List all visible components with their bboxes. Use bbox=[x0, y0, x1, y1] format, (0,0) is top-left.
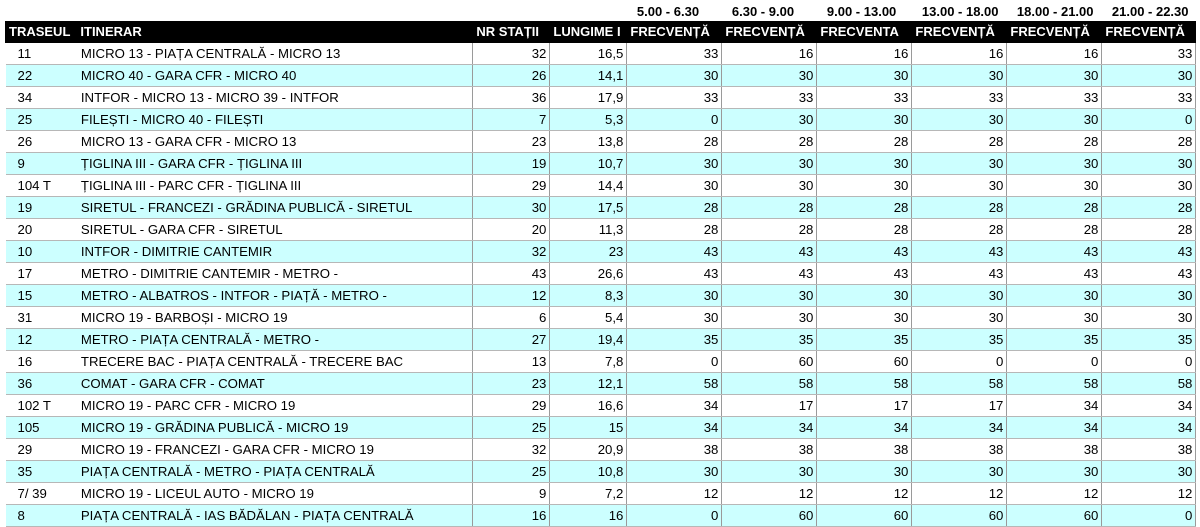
route-number-cell: 22 bbox=[6, 65, 74, 87]
time-range-cell: 9.00 - 13.00 bbox=[826, 4, 897, 19]
frequency-cell: 30 bbox=[1007, 109, 1102, 131]
stops-cell: 27 bbox=[473, 329, 550, 351]
frequency-cell: 30 bbox=[627, 65, 722, 87]
length-cell: 13,8 bbox=[550, 131, 627, 153]
length-cell: 16 bbox=[550, 505, 627, 527]
itinerary-cell: MICRO 19 - FRANCEZI - GARA CFR - MICRO 19 bbox=[74, 439, 473, 461]
route-number-cell: 17 bbox=[6, 263, 74, 285]
frequency-cell: 28 bbox=[1102, 131, 1196, 153]
table-row[interactable] bbox=[6, 395, 1196, 417]
frequency-cell: 16 bbox=[722, 43, 817, 65]
frequency-cell: 30 bbox=[1102, 285, 1196, 307]
frequency-cell: 12 bbox=[627, 483, 722, 505]
route-number-cell: 19 bbox=[6, 197, 74, 219]
frequency-cell: 28 bbox=[1102, 197, 1196, 219]
table-row[interactable] bbox=[6, 197, 1196, 219]
column-header-stops[interactable]: NR STAȚII bbox=[473, 22, 550, 43]
length-cell: 23 bbox=[550, 241, 627, 263]
route-number-cell: 10 bbox=[6, 241, 74, 263]
stops-cell: 12 bbox=[473, 285, 550, 307]
frequency-cell: 58 bbox=[912, 373, 1007, 395]
frequency-cell: 34 bbox=[817, 417, 912, 439]
time-range-cell: 13.00 - 18.00 bbox=[921, 4, 999, 19]
frequency-cell: 30 bbox=[627, 153, 722, 175]
frequency-cell: 30 bbox=[722, 175, 817, 197]
schedule-sheet bbox=[5, 3, 1196, 527]
route-number-cell: 102 T bbox=[6, 395, 74, 417]
frequency-cell: 30 bbox=[1007, 461, 1102, 483]
route-number-cell: 12 bbox=[6, 329, 74, 351]
frequency-cell: 38 bbox=[912, 439, 1007, 461]
itinerary-cell: SIRETUL - GARA CFR - SIRETUL bbox=[74, 219, 473, 241]
frequency-cell: 33 bbox=[627, 87, 722, 109]
frequency-cell: 38 bbox=[1007, 439, 1102, 461]
frequency-cell: 38 bbox=[627, 439, 722, 461]
stops-cell: 23 bbox=[473, 373, 550, 395]
stops-cell: 30 bbox=[473, 197, 550, 219]
frequency-cell: 60 bbox=[912, 505, 1007, 527]
frequency-cell: 43 bbox=[722, 241, 817, 263]
frequency-cell: 43 bbox=[1007, 241, 1102, 263]
frequency-cell: 12 bbox=[817, 483, 912, 505]
frequency-cell: 16 bbox=[912, 43, 1007, 65]
frequency-cell: 30 bbox=[1007, 285, 1102, 307]
schedule-table bbox=[5, 3, 1196, 527]
frequency-cell: 30 bbox=[1102, 175, 1196, 197]
frequency-cell: 30 bbox=[722, 285, 817, 307]
frequency-cell: 30 bbox=[627, 175, 722, 197]
stops-cell: 32 bbox=[473, 241, 550, 263]
frequency-cell: 12 bbox=[1007, 483, 1102, 505]
itinerary-cell: COMAT - GARA CFR - COMAT bbox=[74, 373, 473, 395]
frequency-cell: 38 bbox=[817, 439, 912, 461]
itinerary-cell: PIAȚA CENTRALĂ - METRO - PIAȚA CENTRALĂ bbox=[74, 461, 473, 483]
frequency-cell: 34 bbox=[722, 417, 817, 439]
frequency-cell: 0 bbox=[912, 351, 1007, 373]
itinerary-cell: PIAȚA CENTRALĂ - IAS BĂDĂLAN - PIAȚA CENTRALĂ bbox=[74, 505, 473, 527]
frequency-cell: 33 bbox=[1007, 87, 1102, 109]
frequency-cell: 30 bbox=[1102, 461, 1196, 483]
frequency-cell: 43 bbox=[627, 263, 722, 285]
frequency-cell: 30 bbox=[1007, 65, 1102, 87]
frequency-cell: 60 bbox=[722, 505, 817, 527]
time-range-cell: 21.00 - 22.30 bbox=[1111, 4, 1189, 19]
frequency-cell: 30 bbox=[817, 175, 912, 197]
frequency-cell: 35 bbox=[722, 329, 817, 351]
frequency-cell: 28 bbox=[1007, 131, 1102, 153]
frequency-cell: 28 bbox=[817, 219, 912, 241]
length-cell: 26,6 bbox=[550, 263, 627, 285]
frequency-cell: 28 bbox=[722, 219, 817, 241]
frequency-cell: 30 bbox=[912, 461, 1007, 483]
frequency-cell: 43 bbox=[1102, 263, 1196, 285]
table-row[interactable] bbox=[6, 241, 1196, 263]
frequency-cell: 30 bbox=[817, 109, 912, 131]
stops-cell: 29 bbox=[473, 175, 550, 197]
table-row[interactable] bbox=[6, 483, 1196, 505]
table-row[interactable] bbox=[6, 373, 1196, 395]
frequency-cell: 17 bbox=[817, 395, 912, 417]
route-number-cell: 15 bbox=[6, 285, 74, 307]
length-cell: 10,7 bbox=[550, 153, 627, 175]
itinerary-cell: ȚIGLINA III - PARC CFR - ȚIGLINA III bbox=[74, 175, 473, 197]
frequency-cell: 35 bbox=[627, 329, 722, 351]
length-cell: 17,5 bbox=[550, 197, 627, 219]
route-number-cell: 31 bbox=[6, 307, 74, 329]
frequency-cell: 30 bbox=[912, 175, 1007, 197]
frequency-cell: 28 bbox=[1007, 219, 1102, 241]
frequency-cell: 38 bbox=[1102, 439, 1196, 461]
itinerary-cell: MICRO 40 - GARA CFR - MICRO 40 bbox=[74, 65, 473, 87]
itinerary-cell: MICRO 13 - GARA CFR - MICRO 13 bbox=[74, 131, 473, 153]
stops-cell: 43 bbox=[473, 263, 550, 285]
frequency-cell: 28 bbox=[722, 197, 817, 219]
stops-cell: 20 bbox=[473, 219, 550, 241]
column-header-frequency[interactable]: FRECVENȚĂ bbox=[1102, 22, 1196, 43]
itinerary-cell: INTFOR - MICRO 13 - MICRO 39 - INTFOR bbox=[74, 87, 473, 109]
frequency-cell: 33 bbox=[722, 87, 817, 109]
frequency-cell: 28 bbox=[1102, 219, 1196, 241]
frequency-cell: 28 bbox=[817, 131, 912, 153]
length-cell: 16,6 bbox=[550, 395, 627, 417]
column-header-frequency[interactable]: FRECVENȚĂ bbox=[722, 22, 817, 43]
itinerary-cell: METRO - DIMITRIE CANTEMIR - METRO - bbox=[74, 263, 473, 285]
frequency-cell: 60 bbox=[722, 351, 817, 373]
frequency-cell: 0 bbox=[1102, 109, 1196, 131]
frequency-cell: 34 bbox=[1007, 395, 1102, 417]
frequency-cell: 34 bbox=[912, 417, 1007, 439]
column-header-length[interactable]: LUNGIME I bbox=[550, 22, 627, 43]
frequency-cell: 30 bbox=[912, 307, 1007, 329]
itinerary-cell: MICRO 19 - LICEUL AUTO - MICRO 19 bbox=[74, 483, 473, 505]
table-row[interactable] bbox=[6, 153, 1196, 175]
length-cell: 10,8 bbox=[550, 461, 627, 483]
route-number-cell: 34 bbox=[6, 87, 74, 109]
column-header-frequency[interactable]: FRECVENȚĂ bbox=[1007, 22, 1102, 43]
column-header-frequency[interactable]: FRECVENȚĂ bbox=[627, 22, 722, 43]
frequency-cell: 33 bbox=[912, 87, 1007, 109]
frequency-cell: 43 bbox=[1007, 263, 1102, 285]
frequency-cell: 0 bbox=[1102, 351, 1196, 373]
length-cell: 19,4 bbox=[550, 329, 627, 351]
route-number-cell: 11 bbox=[6, 43, 74, 65]
frequency-cell: 58 bbox=[817, 373, 912, 395]
frequency-cell: 30 bbox=[817, 461, 912, 483]
frequency-cell: 35 bbox=[912, 329, 1007, 351]
frequency-cell: 58 bbox=[1102, 373, 1196, 395]
table-row[interactable] bbox=[6, 131, 1196, 153]
stops-cell: 32 bbox=[473, 43, 550, 65]
length-cell: 12,1 bbox=[550, 373, 627, 395]
frequency-cell: 43 bbox=[817, 263, 912, 285]
table-row[interactable] bbox=[6, 263, 1196, 285]
itinerary-cell: MICRO 19 - GRĂDINA PUBLICĂ - MICRO 19 bbox=[74, 417, 473, 439]
frequency-cell: 30 bbox=[1007, 153, 1102, 175]
stops-cell: 36 bbox=[473, 87, 550, 109]
table-body bbox=[6, 43, 1196, 527]
itinerary-cell: METRO - PIAȚA CENTRALĂ - METRO - bbox=[74, 329, 473, 351]
length-cell: 7,2 bbox=[550, 483, 627, 505]
length-cell: 11,3 bbox=[550, 219, 627, 241]
frequency-cell: 33 bbox=[1102, 87, 1196, 109]
frequency-cell: 30 bbox=[1007, 307, 1102, 329]
frequency-cell: 30 bbox=[912, 153, 1007, 175]
frequency-cell: 30 bbox=[722, 461, 817, 483]
table-row[interactable] bbox=[6, 285, 1196, 307]
route-number-cell: 9 bbox=[6, 153, 74, 175]
frequency-cell: 30 bbox=[912, 109, 1007, 131]
frequency-cell: 30 bbox=[722, 109, 817, 131]
frequency-cell: 28 bbox=[627, 219, 722, 241]
frequency-cell: 28 bbox=[912, 131, 1007, 153]
time-range-cell: 18.00 - 21.00 bbox=[1016, 4, 1094, 19]
frequency-cell: 30 bbox=[912, 285, 1007, 307]
length-cell: 20,9 bbox=[550, 439, 627, 461]
table-row[interactable] bbox=[6, 87, 1196, 109]
frequency-cell: 43 bbox=[912, 241, 1007, 263]
frequency-cell: 34 bbox=[1102, 395, 1196, 417]
header-row bbox=[6, 22, 1196, 43]
frequency-cell: 43 bbox=[627, 241, 722, 263]
stops-cell: 25 bbox=[473, 461, 550, 483]
frequency-cell: 38 bbox=[722, 439, 817, 461]
stops-cell: 7 bbox=[473, 109, 550, 131]
route-number-cell: 25 bbox=[6, 109, 74, 131]
length-cell: 7,8 bbox=[550, 351, 627, 373]
frequency-cell: 58 bbox=[1007, 373, 1102, 395]
frequency-cell: 30 bbox=[1102, 307, 1196, 329]
frequency-cell: 30 bbox=[817, 153, 912, 175]
table-row[interactable] bbox=[6, 109, 1196, 131]
frequency-cell: 30 bbox=[817, 65, 912, 87]
stops-cell: 29 bbox=[473, 395, 550, 417]
frequency-cell: 43 bbox=[817, 241, 912, 263]
frequency-cell: 0 bbox=[1007, 351, 1102, 373]
frequency-cell: 16 bbox=[1007, 43, 1102, 65]
route-number-cell: 20 bbox=[6, 219, 74, 241]
frequency-cell: 0 bbox=[627, 351, 722, 373]
frequency-cell: 30 bbox=[722, 307, 817, 329]
frequency-cell: 12 bbox=[722, 483, 817, 505]
frequency-cell: 30 bbox=[1102, 153, 1196, 175]
frequency-cell: 0 bbox=[1102, 505, 1196, 527]
frequency-cell: 35 bbox=[1102, 329, 1196, 351]
frequency-cell: 28 bbox=[1007, 197, 1102, 219]
itinerary-cell: SIRETUL - FRANCEZI - GRĂDINA PUBLICĂ - SIRETUL bbox=[74, 197, 473, 219]
frequency-cell: 60 bbox=[817, 351, 912, 373]
frequency-cell: 30 bbox=[817, 285, 912, 307]
frequency-cell: 12 bbox=[1102, 483, 1196, 505]
frequency-cell: 17 bbox=[912, 395, 1007, 417]
frequency-cell: 34 bbox=[1007, 417, 1102, 439]
table-row[interactable] bbox=[6, 505, 1196, 527]
table-row[interactable] bbox=[6, 43, 1196, 65]
table-row[interactable] bbox=[6, 439, 1196, 461]
table-row[interactable] bbox=[6, 307, 1196, 329]
frequency-cell: 43 bbox=[722, 263, 817, 285]
length-cell: 15 bbox=[550, 417, 627, 439]
frequency-cell: 0 bbox=[627, 109, 722, 131]
itinerary-cell: MICRO 19 - PARC CFR - MICRO 19 bbox=[74, 395, 473, 417]
frequency-cell: 30 bbox=[722, 65, 817, 87]
length-cell: 14,1 bbox=[550, 65, 627, 87]
frequency-cell: 28 bbox=[817, 197, 912, 219]
column-header-frequency[interactable]: FRECVENTA bbox=[817, 22, 912, 43]
route-number-cell: 7/ 39 bbox=[6, 483, 74, 505]
route-number-cell: 8 bbox=[6, 505, 74, 527]
itinerary-cell: TRECERE BAC - PIAȚA CENTRALĂ - TRECERE BAC bbox=[74, 351, 473, 373]
frequency-cell: 43 bbox=[1102, 241, 1196, 263]
frequency-cell: 12 bbox=[912, 483, 1007, 505]
frequency-cell: 28 bbox=[627, 131, 722, 153]
frequency-cell: 58 bbox=[722, 373, 817, 395]
stops-cell: 26 bbox=[473, 65, 550, 87]
length-cell: 17,9 bbox=[550, 87, 627, 109]
table-row[interactable] bbox=[6, 461, 1196, 483]
route-number-cell: 104 T bbox=[6, 175, 74, 197]
frequency-cell: 16 bbox=[817, 43, 912, 65]
frequency-cell: 35 bbox=[817, 329, 912, 351]
frequency-cell: 33 bbox=[627, 43, 722, 65]
frequency-cell: 28 bbox=[627, 197, 722, 219]
frequency-cell: 30 bbox=[1007, 175, 1102, 197]
length-cell: 5,3 bbox=[550, 109, 627, 131]
frequency-cell: 60 bbox=[1007, 505, 1102, 527]
stops-cell: 32 bbox=[473, 439, 550, 461]
stops-cell: 16 bbox=[473, 505, 550, 527]
frequency-cell: 35 bbox=[1007, 329, 1102, 351]
frequency-cell: 30 bbox=[627, 307, 722, 329]
frequency-cell: 30 bbox=[627, 285, 722, 307]
frequency-cell: 33 bbox=[1102, 43, 1196, 65]
route-number-cell: 16 bbox=[6, 351, 74, 373]
frequency-cell: 58 bbox=[627, 373, 722, 395]
frequency-cell: 17 bbox=[722, 395, 817, 417]
stops-cell: 25 bbox=[473, 417, 550, 439]
table-row[interactable] bbox=[6, 329, 1196, 351]
column-header-frequency[interactable]: FRECVENȚĂ bbox=[912, 22, 1007, 43]
stops-cell: 9 bbox=[473, 483, 550, 505]
column-header-route[interactable]: TRASEUL bbox=[6, 22, 74, 43]
length-cell: 8,3 bbox=[550, 285, 627, 307]
table-row[interactable] bbox=[6, 219, 1196, 241]
itinerary-cell: ȚIGLINA III - GARA CFR - ȚIGLINA III bbox=[74, 153, 473, 175]
length-cell: 16,5 bbox=[550, 43, 627, 65]
length-cell: 5,4 bbox=[550, 307, 627, 329]
route-number-cell: 105 bbox=[6, 417, 74, 439]
frequency-cell: 60 bbox=[817, 505, 912, 527]
itinerary-cell: FILEȘTI - MICRO 40 - FILEȘTI bbox=[74, 109, 473, 131]
frequency-cell: 30 bbox=[722, 153, 817, 175]
frequency-cell: 43 bbox=[912, 263, 1007, 285]
frequency-cell: 30 bbox=[817, 307, 912, 329]
stops-cell: 19 bbox=[473, 153, 550, 175]
frequency-cell: 34 bbox=[627, 417, 722, 439]
frequency-cell: 28 bbox=[912, 197, 1007, 219]
frequency-cell: 30 bbox=[912, 65, 1007, 87]
table-row[interactable] bbox=[6, 65, 1196, 87]
itinerary-cell: INTFOR - DIMITRIE CANTEMIR bbox=[74, 241, 473, 263]
itinerary-cell: MICRO 19 - BARBOȘI - MICRO 19 bbox=[74, 307, 473, 329]
frequency-cell: 28 bbox=[912, 219, 1007, 241]
itinerary-cell: MICRO 13 - PIAȚA CENTRALĂ - MICRO 13 bbox=[74, 43, 473, 65]
stops-cell: 6 bbox=[473, 307, 550, 329]
route-number-cell: 36 bbox=[6, 373, 74, 395]
frequency-cell: 30 bbox=[1102, 65, 1196, 87]
column-header-itinerary[interactable]: ITINERAR bbox=[74, 22, 473, 43]
frequency-cell: 34 bbox=[627, 395, 722, 417]
time-range-row bbox=[6, 3, 1196, 22]
frequency-cell: 34 bbox=[1102, 417, 1196, 439]
frequency-cell: 28 bbox=[722, 131, 817, 153]
route-number-cell: 29 bbox=[6, 439, 74, 461]
itinerary-cell: METRO - ALBATROS - INTFOR - PIAȚĂ - METRO - bbox=[74, 285, 473, 307]
frequency-cell: 0 bbox=[627, 505, 722, 527]
length-cell: 14,4 bbox=[550, 175, 627, 197]
route-number-cell: 35 bbox=[6, 461, 74, 483]
table-row[interactable] bbox=[6, 175, 1196, 197]
table-row[interactable] bbox=[6, 351, 1196, 373]
frequency-cell: 30 bbox=[627, 461, 722, 483]
frequency-cell: 33 bbox=[817, 87, 912, 109]
table-row[interactable] bbox=[6, 417, 1196, 439]
time-range-cell: 6.30 - 9.00 bbox=[731, 4, 795, 19]
time-range-cell: 5.00 - 6.30 bbox=[636, 4, 700, 19]
stops-cell: 23 bbox=[473, 131, 550, 153]
stops-cell: 13 bbox=[473, 351, 550, 373]
route-number-cell: 26 bbox=[6, 131, 74, 153]
